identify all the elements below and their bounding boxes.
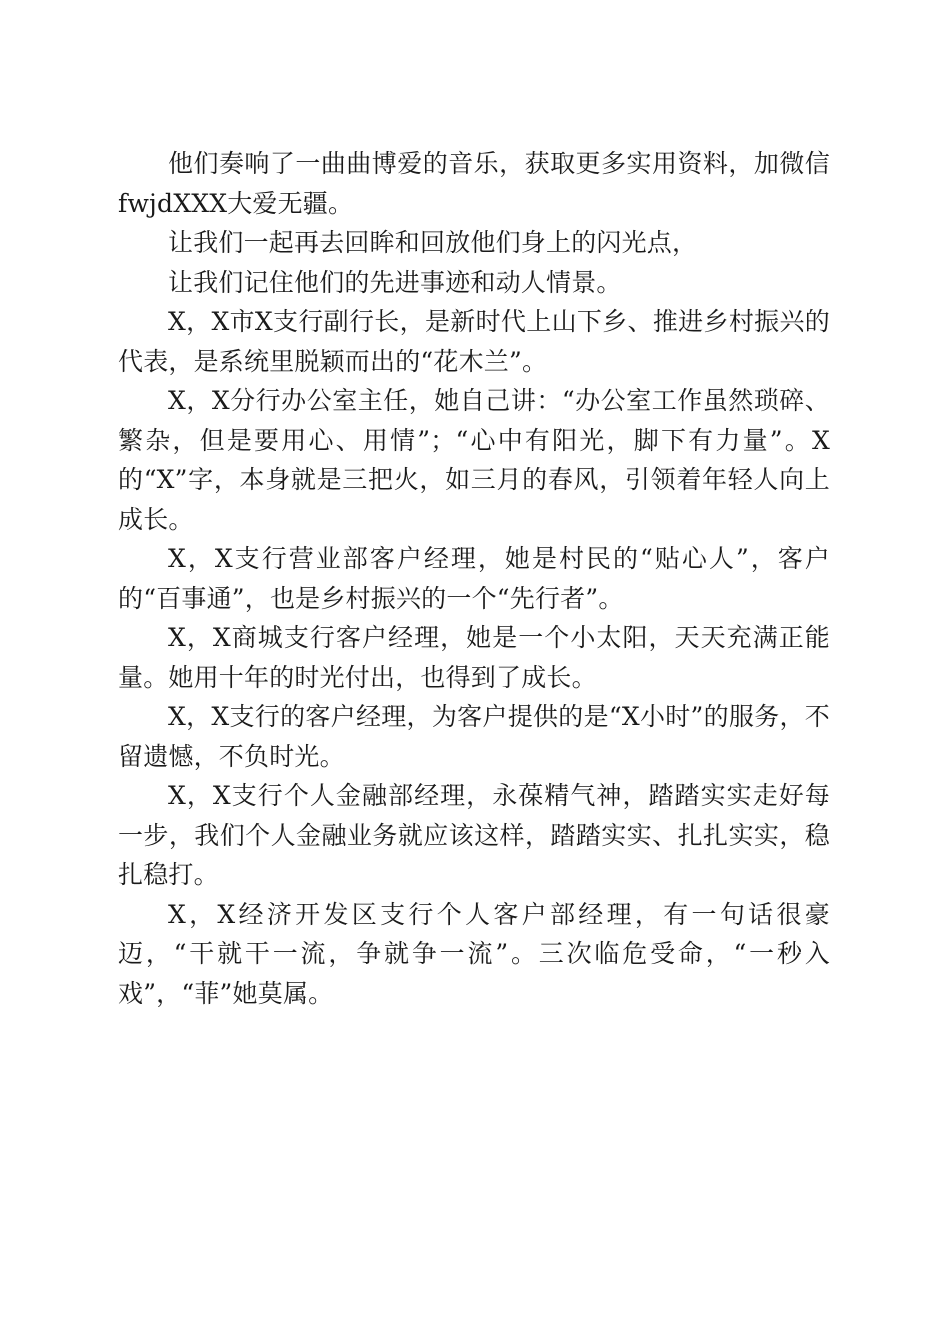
paragraph-5: X，X分行办公室主任，她自己讲：“办公室工作虽然琐碎、繁杂，但是要用心、用情”；“心中有阳光，脚下有力量”。X的“X”字，本身就是三把火，如三月的春风，引领着年轻人向上成长。 [118,386,830,534]
paragraph-3: 让我们记住他们的先进事迹和动人情景。 [168,267,622,297]
document-body [118,144,830,1013]
paragraph-10: X，X经济开发区支行个人客户部经理，有一句话很豪迈，“干就干一流，争就争一流”。三次临危受命，“一秒入戏”，“菲”她莫属。 [118,899,830,1008]
paragraph-7: X，X商城支行客户经理，她是一个小太阳，天天充满正能量。她用十年的时光付出，也得到了成长。 [118,623,830,692]
paragraph-4: X，X市X支行副行长，是新时代上山下乡、推进乡村振兴的代表，是系统里脱颖而出的“花木兰”。 [118,307,830,376]
paragraph-6: X，X支行营业部客户经理，她是村民的“贴心人”，客户的“百事通”，也是乡村振兴的一个“先行者”。 [118,544,830,613]
paragraph-9: X，X支行个人金融部经理，永葆精气神，踏踏实实走好每一步，我们个人金融业务就应该这样，踏踏实实、扎扎实实，稳扎稳打。 [118,781,830,889]
paragraph-8: X，X支行的客户经理，为客户提供的是“X小时”的服务，不留遗憾，不负时光。 [118,702,830,771]
paragraph-2: 让我们一起再去回眸和回放他们身上的闪光点， [168,228,698,257]
paragraph-1: 他们奏响了一曲曲博爱的音乐，获取更多实用资料，加微信fwjdXXX大爱无疆。 [118,149,830,218]
